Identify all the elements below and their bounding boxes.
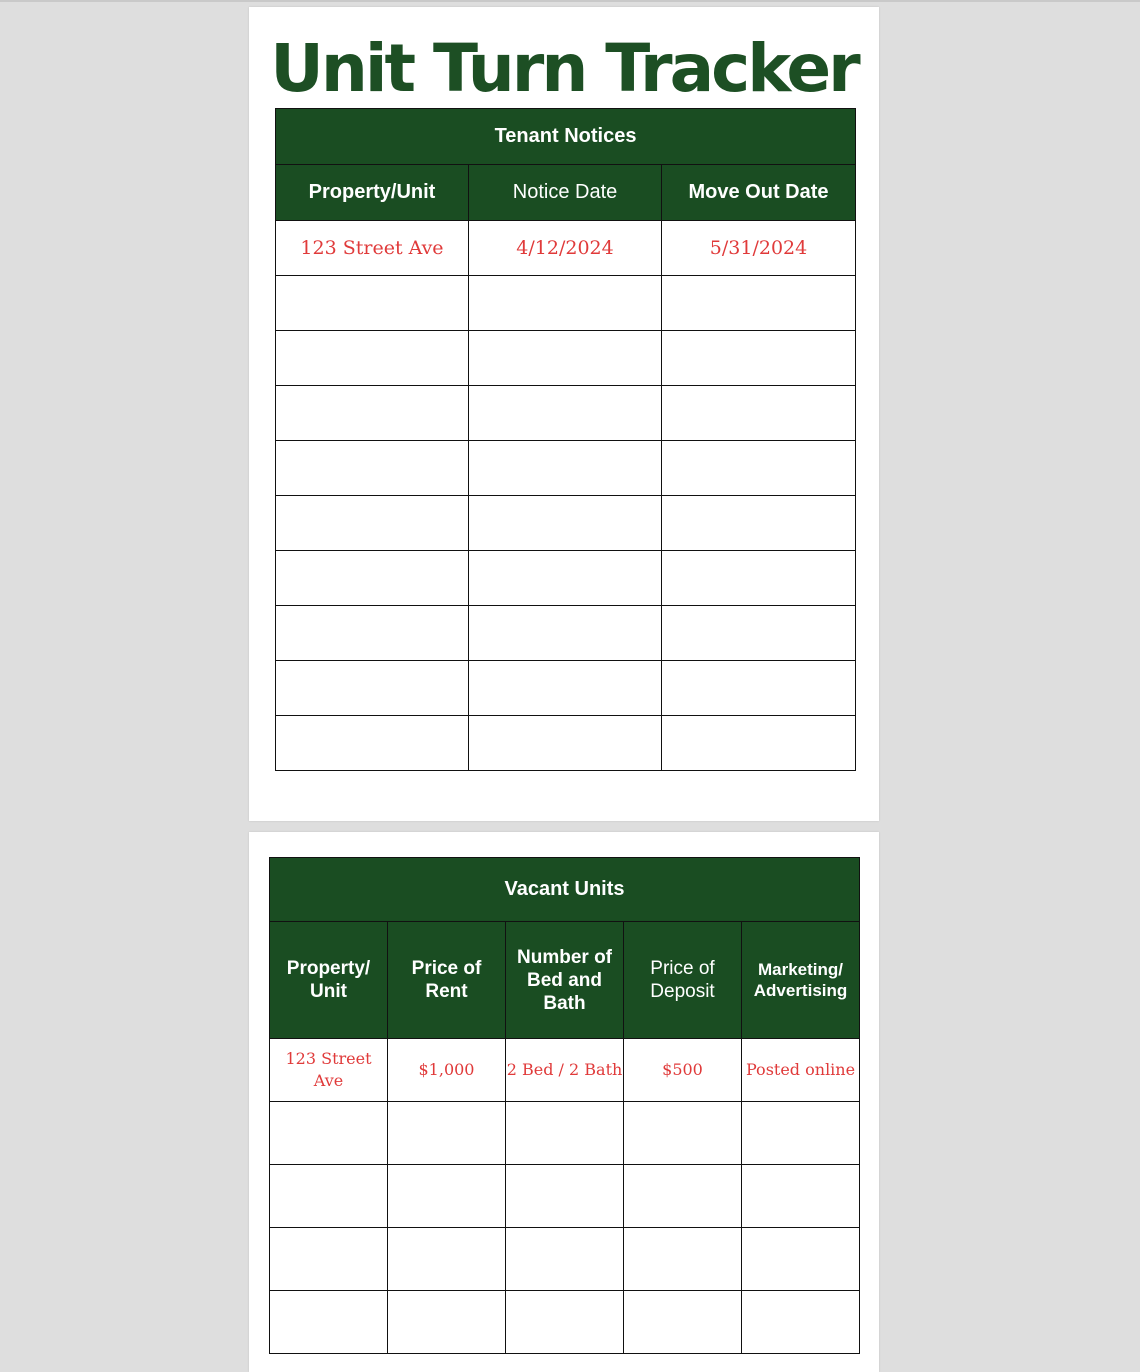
tenant-notices-heading: Tenant Notices xyxy=(276,109,856,165)
column-header: Move Out Date xyxy=(662,165,856,221)
table-cell[interactable] xyxy=(742,1102,860,1165)
table-cell[interactable] xyxy=(270,1228,388,1291)
table-cell[interactable]: 5/31/2024 xyxy=(662,221,856,276)
table-cell[interactable] xyxy=(662,441,856,496)
table-cell[interactable] xyxy=(276,386,469,441)
table-cell[interactable] xyxy=(276,276,469,331)
table-cell[interactable] xyxy=(662,386,856,441)
table-cell[interactable] xyxy=(624,1165,742,1228)
column-header: Notice Date xyxy=(469,165,662,221)
table-cell[interactable] xyxy=(662,496,856,551)
table-cell[interactable] xyxy=(276,441,469,496)
vacant-units-table xyxy=(269,857,860,1354)
table-cell[interactable] xyxy=(624,1228,742,1291)
table-cell[interactable] xyxy=(276,331,469,386)
table-row xyxy=(270,1228,860,1291)
table-cell[interactable] xyxy=(506,1228,624,1291)
table-cell[interactable] xyxy=(270,1165,388,1228)
vacant-units-heading: Vacant Units xyxy=(270,858,860,922)
table-row xyxy=(276,496,856,551)
table-cell[interactable] xyxy=(276,716,469,771)
table-row xyxy=(270,1102,860,1165)
table-cell[interactable] xyxy=(506,1165,624,1228)
table-cell[interactable] xyxy=(270,1102,388,1165)
table-cell[interactable]: $1,000 xyxy=(388,1039,506,1102)
table-cell[interactable] xyxy=(742,1228,860,1291)
table-cell[interactable] xyxy=(662,606,856,661)
table-row xyxy=(276,606,856,661)
table-cell[interactable]: 123 Street Ave xyxy=(270,1039,388,1102)
table-cell[interactable] xyxy=(388,1102,506,1165)
table-row xyxy=(276,551,856,606)
table-row xyxy=(270,1291,860,1354)
table-cell[interactable] xyxy=(506,1102,624,1165)
column-header: Property/Unit xyxy=(276,165,469,221)
table-cell[interactable] xyxy=(276,496,469,551)
table-row xyxy=(270,1039,860,1102)
table-cell[interactable]: Posted online xyxy=(742,1039,860,1102)
table-row xyxy=(276,661,856,716)
table-cell[interactable]: 2 Bed / 2 Bath xyxy=(506,1039,624,1102)
table-cell[interactable]: 123 Street Ave xyxy=(276,221,469,276)
table-header-row xyxy=(270,922,860,1039)
table-cell[interactable] xyxy=(388,1291,506,1354)
table-cell[interactable] xyxy=(276,606,469,661)
table-row xyxy=(276,331,856,386)
table-cell[interactable] xyxy=(469,496,662,551)
column-header: Marketing/ Advertising xyxy=(742,922,860,1039)
table-row xyxy=(276,716,856,771)
page-title: Unit Turn Tracker xyxy=(270,30,858,107)
table-cell[interactable] xyxy=(506,1291,624,1354)
table-cell[interactable] xyxy=(469,551,662,606)
table-cell[interactable] xyxy=(469,606,662,661)
table-cell[interactable] xyxy=(469,441,662,496)
table-row xyxy=(270,1165,860,1228)
document-page-2 xyxy=(249,832,879,1372)
column-header: Price of Deposit xyxy=(624,922,742,1039)
document-page-1 xyxy=(249,7,879,821)
table-cell[interactable] xyxy=(662,551,856,606)
table-cell[interactable] xyxy=(469,661,662,716)
table-cell[interactable] xyxy=(276,661,469,716)
table-cell[interactable] xyxy=(662,716,856,771)
table-cell[interactable] xyxy=(624,1291,742,1354)
table-cell[interactable] xyxy=(662,661,856,716)
table-cell[interactable] xyxy=(662,331,856,386)
table-cell[interactable]: $500 xyxy=(624,1039,742,1102)
column-header: Price of Rent xyxy=(388,922,506,1039)
column-header: Number of Bed and Bath xyxy=(506,922,624,1039)
table-cell[interactable] xyxy=(388,1228,506,1291)
table-cell[interactable] xyxy=(469,276,662,331)
table-cell[interactable]: 4/12/2024 xyxy=(469,221,662,276)
table-cell[interactable] xyxy=(469,386,662,441)
table-cell[interactable] xyxy=(624,1102,742,1165)
table-cell[interactable] xyxy=(388,1165,506,1228)
table-row xyxy=(276,276,856,331)
column-header: Property/ Unit xyxy=(270,922,388,1039)
table-cell[interactable] xyxy=(276,551,469,606)
table-row xyxy=(276,221,856,276)
table-cell[interactable] xyxy=(270,1291,388,1354)
window-top-border xyxy=(0,0,1140,2)
table-cell[interactable] xyxy=(742,1291,860,1354)
table-cell[interactable] xyxy=(469,716,662,771)
table-row xyxy=(276,386,856,441)
table-row xyxy=(276,441,856,496)
tenant-notices-table xyxy=(275,108,856,771)
table-cell[interactable] xyxy=(662,276,856,331)
table-header-row xyxy=(276,165,856,221)
table-cell[interactable] xyxy=(469,331,662,386)
table-cell[interactable] xyxy=(742,1165,860,1228)
